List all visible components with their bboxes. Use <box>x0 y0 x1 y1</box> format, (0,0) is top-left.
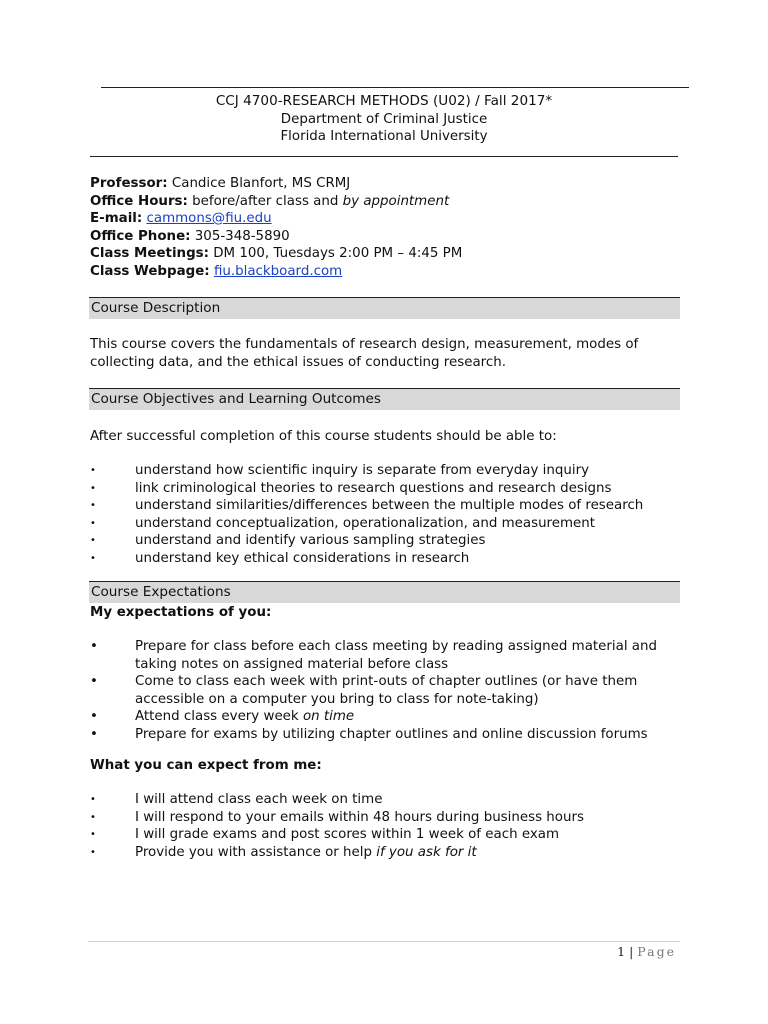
bullet: • <box>90 500 96 511</box>
page-number: 1 <box>617 944 626 959</box>
expectations-of-you-heading: My expectations of you: <box>90 605 272 620</box>
email-row <box>90 210 462 228</box>
phone-row <box>90 228 462 246</box>
list-item: • I will grade exams and post scores within 1 week of each exam <box>90 827 560 842</box>
list-item: • Prepare for exams by utilizing chapter outlines and online discussion forums <box>90 726 648 742</box>
course-description-text: This course covers the fundamentals of research design, measurement, modes of collecting data, and the ethical issues of conducting research. <box>90 337 639 370</box>
email-label: E-mail: <box>90 211 143 226</box>
phone-value: 305-348-5890 <box>194 228 290 244</box>
expectations-heading: Course Expectations <box>89 581 680 603</box>
list-item: • Attend class every week on time <box>90 709 355 724</box>
meetings-label: Class Meetings: <box>90 246 209 261</box>
meetings-row <box>90 245 462 263</box>
email-link[interactable]: cammons@fiu.edu <box>146 211 272 226</box>
phone-label: Office Phone: <box>90 228 191 244</box>
top-rule <box>101 87 689 88</box>
bullet: • <box>90 846 96 858</box>
list-item: • understand similarities/differences between the multiple modes of research <box>90 498 644 513</box>
bullet: • <box>90 726 98 742</box>
page-footer <box>617 943 676 961</box>
webpage-link[interactable]: fiu.blackboard.com <box>213 263 343 279</box>
expectations-from-me-list <box>90 791 680 861</box>
professor-value: Candice Blanfort, MS CRMJ <box>171 176 351 191</box>
page-word: Page <box>637 944 676 959</box>
university-name: Florida International University <box>280 129 488 144</box>
contact-info <box>90 175 462 280</box>
expectations-from-me-heading: What you can expect from me: <box>90 758 322 773</box>
bullet: • <box>90 639 98 654</box>
list-item: • understand how scientific inquiry is separate from everyday inquiry <box>90 463 589 478</box>
footer-rule <box>88 941 680 942</box>
objectives-list <box>90 462 680 567</box>
professor-label: Professor: <box>90 176 168 191</box>
document-header <box>90 93 678 146</box>
bullet: • <box>90 811 96 823</box>
bullet: • <box>90 794 96 805</box>
meetings-value: DM 100, Tuesdays 2:00 PM – 4:45 PM <box>213 246 463 261</box>
bullet: • <box>90 829 96 840</box>
objectives-heading: Course Objectives and Learning Outcomes <box>89 388 680 410</box>
list-item: • I will respond to your emails within 48 hours during business hours <box>90 809 584 825</box>
list-item: • understand conceptualization, operationalization, and measurement <box>90 515 596 531</box>
office-hours-label: Office Hours: <box>90 193 188 209</box>
bullet: • <box>90 517 96 529</box>
list-item: • Provide you with assistance or help if you ask for it <box>90 844 477 860</box>
expectations-of-you-list <box>90 638 680 743</box>
course-description-heading: Course Description <box>89 297 680 319</box>
list-item: • link criminological theories to research questions and research designs <box>90 480 612 496</box>
course-title: CCJ 4700-RESEARCH METHODS (U02) / Fall 2017* <box>215 93 553 109</box>
list-item: • Prepare for class before each class meeting by reading assigned material and taking notes on assigned material before class <box>90 639 657 672</box>
list-item: • understand and identify various sampling strategies <box>90 533 486 548</box>
bullet: • <box>90 709 98 724</box>
page-separator: | <box>629 944 634 959</box>
list-item: • I will attend class each week on time <box>90 792 383 807</box>
professor-row <box>90 175 462 193</box>
department-name: Department of Criminal Justice <box>280 111 488 127</box>
webpage-row <box>90 263 462 281</box>
header-bottom-rule <box>90 156 678 157</box>
office-hours-value: before/after class and <box>192 193 339 209</box>
list-item: • understand key ethical considerations in research <box>90 550 470 566</box>
office-hours-italic: by appointment <box>342 193 450 209</box>
bullet: • <box>90 482 96 494</box>
bullet: • <box>90 674 98 689</box>
office-hours-row <box>90 193 462 211</box>
objectives-intro: After successful completion of this course students should be able to: <box>90 429 557 444</box>
webpage-label: Class Webpage: <box>90 263 210 279</box>
bullet: • <box>90 465 96 476</box>
bullet: • <box>90 535 96 546</box>
list-item: • Come to class each week with print-outs of chapter outlines (or have them accessible on a computer you bring to class for note-taking) <box>90 674 638 707</box>
bullet: • <box>90 552 96 564</box>
